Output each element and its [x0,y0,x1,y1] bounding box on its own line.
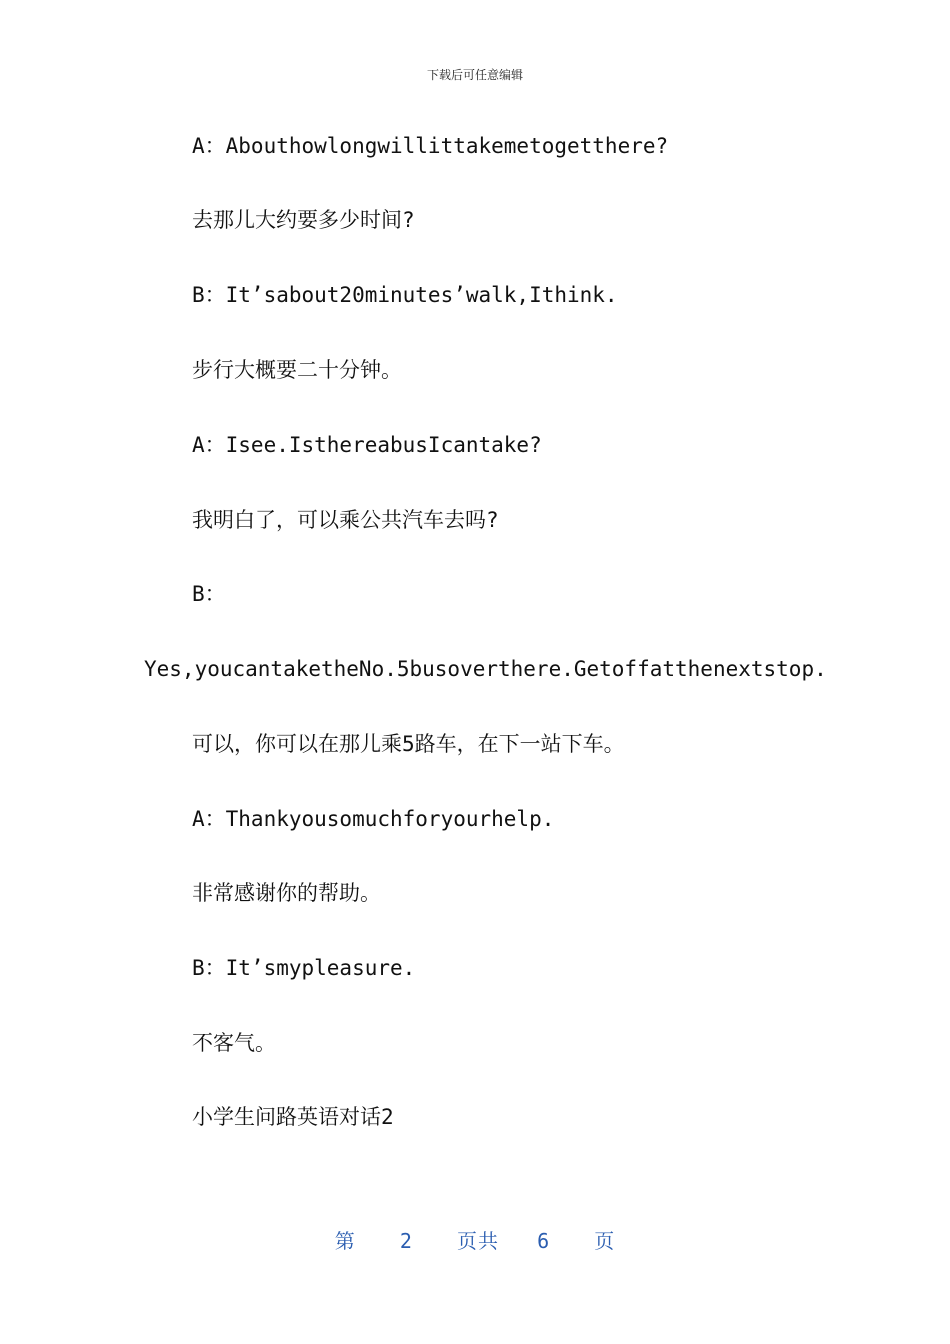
dialogue-line: 不客气。 [192,1031,276,1055]
dialogue-line: B：It’smypleasure. [192,956,416,980]
page-number-footer [0,1225,950,1254]
dialogue-line: 去那儿大约要多少时间? [192,208,415,232]
page-header: 下载后可任意编辑 [426,68,523,82]
dialogue-line: B：It’sabout20minutes’walk,Ithink. [192,283,618,307]
footer-total-pages: 6 [537,1229,551,1253]
dialogue-line: B： [192,582,226,606]
footer-suffix: 页 [594,1229,616,1253]
dialogue-line: A：Isee.IsthereabusIcantake? [192,433,542,457]
footer-prefix: 第 [334,1229,356,1253]
dialogue-line: 非常感谢你的帮助。 [192,881,381,905]
footer-current-page: 2 [399,1229,413,1253]
dialogue-line: 可以，你可以在那儿乘5路车，在下一站下车。 [192,732,625,756]
dialogue-line: A：Thankyousomuchforyourhelp. [192,807,555,831]
dialogue-line: Yes,youcantaketheNo.5busoverthere.Getoffatthenextstop. [144,657,827,681]
dialogue-line: 我明白了，可以乘公共汽车去吗? [192,508,499,532]
dialogue-line: 步行大概要二十分钟。 [192,358,402,382]
footer-middle: 页共 [457,1229,499,1253]
dialogue-line: A：Abouthowlongwillittakemetogetthere? [192,134,669,158]
section-heading: 小学生问路英语对话2 [192,1105,394,1129]
